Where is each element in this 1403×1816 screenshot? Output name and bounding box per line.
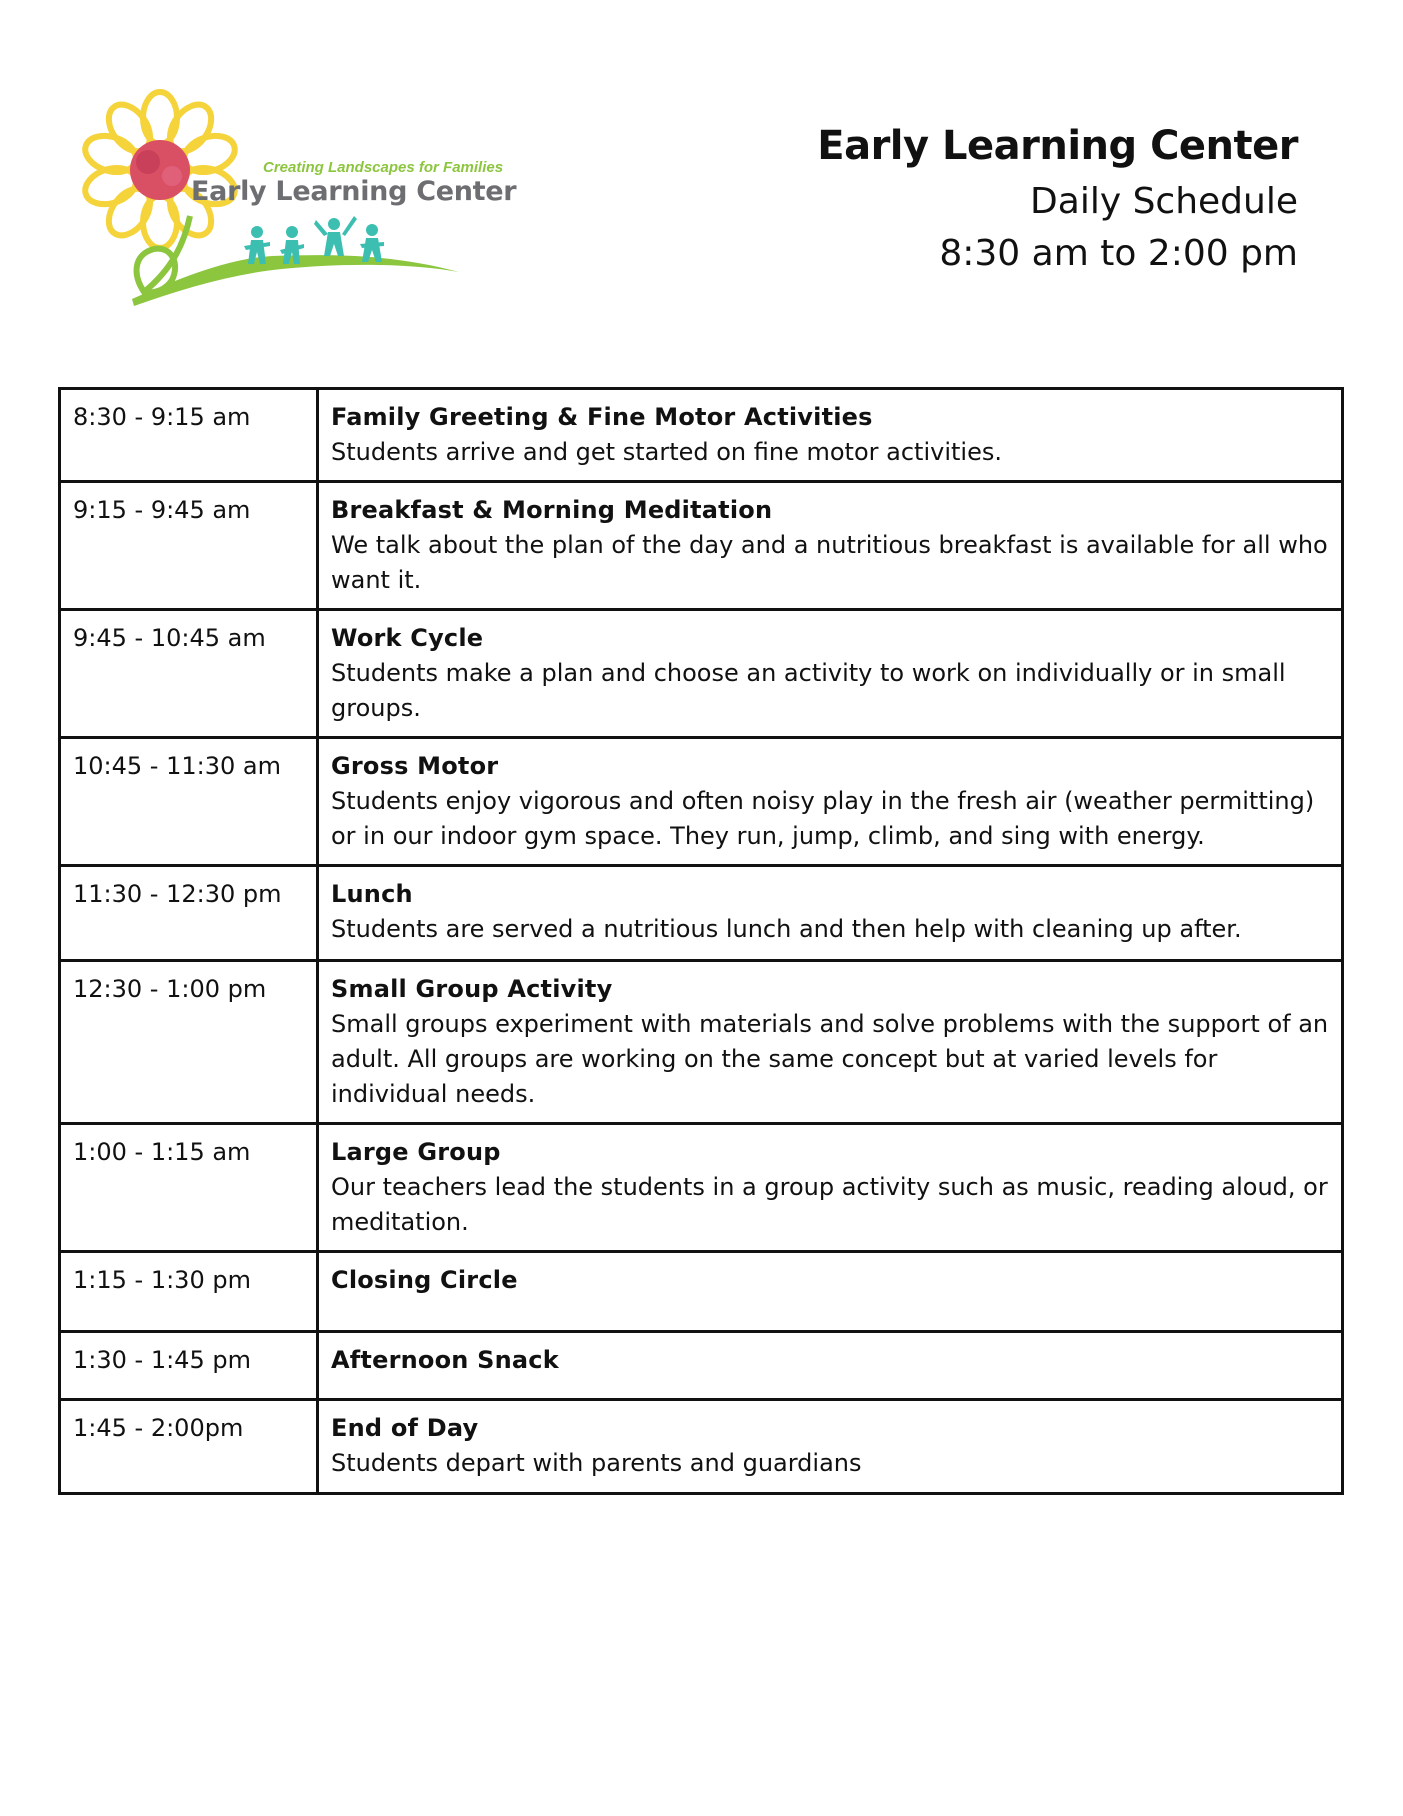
activity-description: Students make a plan and choose an activity to work on individually or in small groups.: [331, 659, 1286, 722]
time-slot: 9:45 - 10:45 am: [60, 610, 318, 738]
activity-description: Students arrive and get started on fine motor activities.: [331, 438, 1002, 466]
activity-title: Work Cycle: [331, 624, 484, 652]
schedule-row: [60, 1124, 1343, 1252]
activity-title: Lunch: [331, 880, 413, 908]
activity-cell: [318, 1252, 1343, 1332]
activity-cell: [318, 1400, 1343, 1494]
time-slot: 8:30 - 9:15 am: [60, 389, 318, 482]
schedule-row: [60, 1332, 1343, 1400]
activity-title: Gross Motor: [331, 752, 499, 780]
schedule-row: [60, 1252, 1343, 1332]
logo-name: Early Learning Center: [191, 176, 517, 207]
schedule-row: [60, 866, 1343, 961]
logo: [72, 84, 517, 309]
operating-hours: 8:30 am to 2:00 pm: [939, 233, 1298, 274]
activity-title: Breakfast & Morning Meditation: [331, 496, 773, 524]
schedule-row: [60, 738, 1343, 866]
activity-title: Family Greeting & Fine Motor Activities: [331, 403, 873, 431]
schedule-row: [60, 610, 1343, 738]
schedule-row: [60, 961, 1343, 1124]
activity-description: Students are served a nutritious lunch and then help with cleaning up after.: [331, 915, 1242, 943]
schedule-row: [60, 1400, 1343, 1494]
activity-description: Small groups experiment with materials and solve problems with the support of an adult. All groups are working on the same concept but at varied levels for individual needs.: [331, 1010, 1329, 1108]
activity-cell: [318, 610, 1343, 738]
activity-title: Afternoon Snack: [331, 1346, 559, 1374]
schedule-row: [60, 389, 1343, 482]
page-subtitle: Daily Schedule: [1030, 181, 1298, 222]
time-slot: 9:15 - 9:45 am: [60, 482, 318, 610]
activity-title: Small Group Activity: [331, 975, 613, 1003]
time-slot: 11:30 - 12:30 pm: [60, 866, 318, 961]
activity-cell: [318, 1124, 1343, 1252]
time-slot: 1:45 - 2:00pm: [60, 1400, 318, 1494]
time-slot: 1:30 - 1:45 pm: [60, 1332, 318, 1400]
activity-cell: [318, 389, 1343, 482]
time-slot: 1:15 - 1:30 pm: [60, 1252, 318, 1332]
activity-description: Our teachers lead the students in a group activity such as music, reading aloud, or meditation.: [331, 1173, 1328, 1236]
activity-cell: [318, 866, 1343, 961]
time-slot: 10:45 - 11:30 am: [60, 738, 318, 866]
activity-description: Students depart with parents and guardians: [331, 1449, 862, 1477]
activity-cell: [318, 1332, 1343, 1400]
activity-title: Closing Circle: [331, 1266, 518, 1294]
schedule-row: [60, 482, 1343, 610]
activity-cell: [318, 961, 1343, 1124]
activity-cell: [318, 738, 1343, 866]
activity-title: Large Group: [331, 1138, 501, 1166]
activity-description: Students enjoy vigorous and often noisy play in the fresh air (weather permitting) or in our indoor gym space. They run, jump, climb, and sing with energy.: [331, 787, 1315, 850]
document-header: [817, 118, 1298, 278]
schedule-table: [58, 387, 1344, 1495]
logo-tagline: Creating Landscapes for Families: [263, 159, 504, 176]
activity-cell: [318, 482, 1343, 610]
activity-title: End of Day: [331, 1414, 479, 1442]
activity-description: We talk about the plan of the day and a nutritious breakfast is available for all who want it.: [331, 531, 1328, 594]
time-slot: 12:30 - 1:00 pm: [60, 961, 318, 1124]
page-title: Early Learning Center: [817, 123, 1298, 169]
time-slot: 1:00 - 1:15 am: [60, 1124, 318, 1252]
